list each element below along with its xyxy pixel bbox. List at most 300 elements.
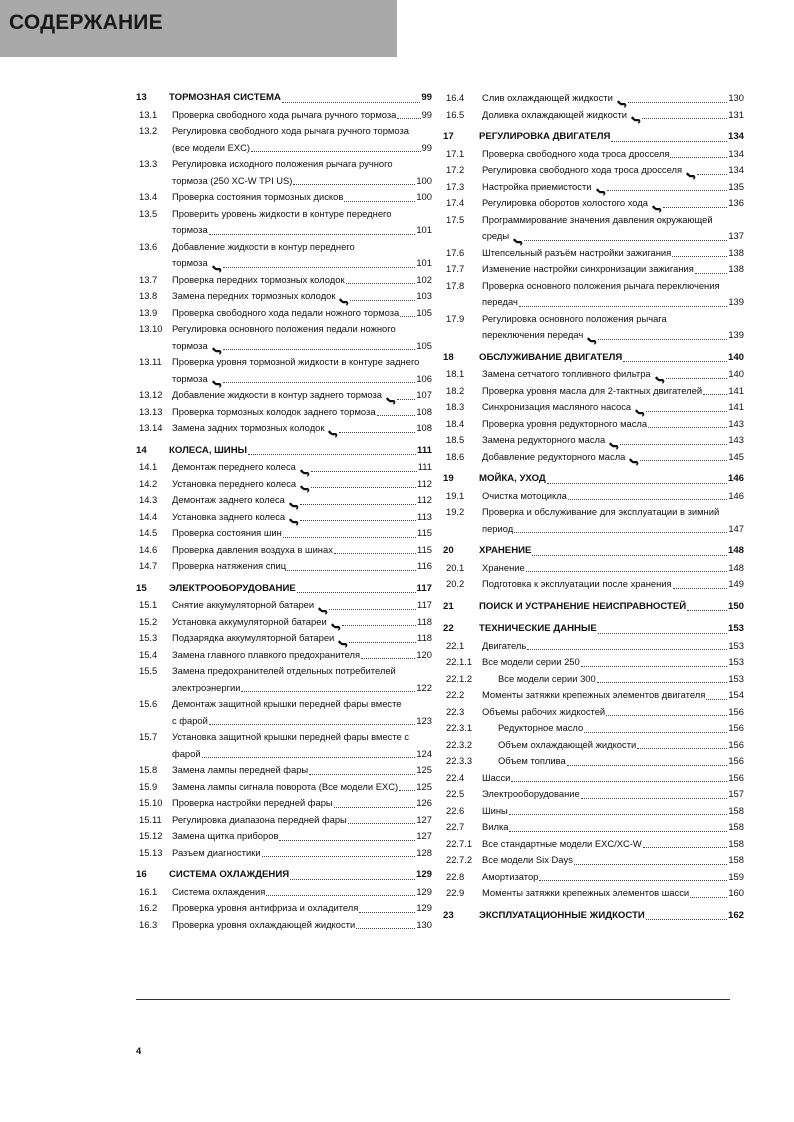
page-ref: 124 bbox=[416, 747, 432, 759]
entry-title-line: Все модели Six Days bbox=[482, 854, 573, 865]
page-ref: 157 bbox=[728, 788, 744, 799]
toc-section-entry[interactable] bbox=[443, 212, 744, 245]
toc-section-entry[interactable] bbox=[443, 179, 744, 196]
dot-leader bbox=[397, 118, 420, 119]
entry-title-line: тормоза bbox=[172, 372, 208, 384]
page-ref: 99 bbox=[421, 141, 432, 153]
toc-section-entry[interactable] bbox=[136, 762, 432, 779]
toc-section-entry[interactable] bbox=[136, 696, 432, 729]
entry-title-line: ЭЛЕКТРООБОРУДОВАНИЕ bbox=[169, 582, 296, 594]
page-ref: 101 bbox=[416, 224, 432, 235]
page-ref: 159 bbox=[728, 870, 744, 882]
dot-leader bbox=[597, 682, 728, 683]
page-ref: 160 bbox=[728, 887, 744, 898]
entry-number: 21 bbox=[443, 600, 454, 612]
dot-leader bbox=[346, 283, 416, 284]
page-ref: 123 bbox=[416, 714, 432, 726]
toc-section-entry[interactable] bbox=[136, 597, 432, 614]
toc-section-entry[interactable] bbox=[136, 123, 432, 156]
page-ref: 134 bbox=[728, 147, 744, 159]
dot-leader bbox=[568, 499, 727, 500]
entry-title-line: ТОРМОЗНАЯ СИСТЕМА bbox=[169, 92, 281, 103]
toc-section-entry[interactable] bbox=[443, 488, 744, 505]
wrench-icon bbox=[628, 456, 639, 465]
dot-leader bbox=[703, 394, 727, 395]
entry-number: 15.5 bbox=[139, 665, 158, 676]
page-ref: 106 bbox=[416, 372, 432, 384]
toc-chapter-entry[interactable] bbox=[443, 621, 744, 638]
page-ref: 100 bbox=[416, 174, 432, 186]
entry-title bbox=[172, 828, 432, 845]
entry-number: 17.6 bbox=[446, 246, 465, 258]
page-ref: 156 bbox=[728, 738, 744, 750]
entry-title bbox=[479, 129, 744, 146]
entry-number: 17.4 bbox=[446, 197, 465, 208]
dot-leader bbox=[532, 555, 727, 556]
toc-section-entry[interactable] bbox=[136, 525, 432, 542]
entry-title-line: Шасси bbox=[482, 771, 511, 783]
toc-section-entry[interactable] bbox=[136, 288, 432, 305]
wrench-icon bbox=[685, 170, 696, 179]
toc-section-entry[interactable] bbox=[136, 189, 432, 206]
toc-section-entry[interactable] bbox=[136, 107, 432, 124]
toc-section-entry[interactable] bbox=[136, 206, 432, 239]
dot-leader bbox=[377, 415, 416, 416]
entry-title-line: Регулировка основного положения педали ножного bbox=[172, 323, 396, 334]
toc-section-entry[interactable] bbox=[136, 459, 432, 476]
entry-title bbox=[482, 504, 744, 537]
entry-number: 22.3.2 bbox=[446, 738, 473, 750]
entry-number: 17.7 bbox=[446, 263, 465, 274]
page-ref: 112 bbox=[417, 477, 432, 489]
dot-leader bbox=[581, 666, 728, 667]
entry-title bbox=[482, 869, 744, 886]
entry-title-line: Проверка настройки передней фары bbox=[172, 797, 333, 808]
wrench-icon bbox=[634, 407, 645, 416]
toc-chapter-entry[interactable] bbox=[443, 543, 744, 560]
entry-title-line: Разъем диагностики bbox=[172, 846, 261, 858]
page-ref: 102 bbox=[416, 273, 432, 285]
entry-title-line: Замена задних тормозных колодок bbox=[172, 422, 325, 433]
entry-title bbox=[482, 704, 744, 721]
entry-title-line: КОЛЕСА, ШИНЫ bbox=[169, 444, 248, 456]
toc-section-entry[interactable] bbox=[136, 387, 432, 404]
entry-number: 15.6 bbox=[139, 698, 158, 709]
toc-section-entry[interactable] bbox=[443, 146, 744, 163]
dot-leader bbox=[397, 399, 415, 400]
toc-section-entry[interactable] bbox=[443, 770, 744, 787]
entry-title bbox=[172, 420, 432, 437]
entry-title bbox=[169, 867, 432, 884]
page-ref: 122 bbox=[416, 681, 432, 693]
page-ref: 100 bbox=[416, 191, 432, 202]
toc-section-entry[interactable] bbox=[136, 404, 432, 421]
toc-section-entry[interactable] bbox=[443, 278, 744, 311]
page-ref: 139 bbox=[728, 329, 744, 340]
entry-title-line: Хранение bbox=[482, 561, 525, 573]
toc-section-entry[interactable] bbox=[443, 638, 744, 655]
dot-leader bbox=[663, 207, 727, 208]
entry-number: 13.6 bbox=[139, 240, 158, 252]
page-ref: 113 bbox=[417, 510, 432, 522]
dot-leader bbox=[637, 748, 727, 749]
entry-title-line: Проверка и обслуживание для эксплуатации в зимний bbox=[482, 506, 720, 517]
toc-section-entry[interactable] bbox=[443, 560, 744, 577]
entry-number: 14.5 bbox=[139, 527, 158, 538]
toc-chapter-entry[interactable] bbox=[443, 599, 744, 616]
page-ref: 138 bbox=[728, 246, 744, 258]
dot-leader bbox=[672, 256, 727, 257]
entry-number: 22.9 bbox=[446, 887, 465, 898]
page-ref: 158 bbox=[728, 804, 744, 816]
toc-section-entry[interactable] bbox=[136, 558, 432, 575]
toc-section-entry[interactable] bbox=[443, 107, 744, 124]
entry-number: 22.7.1 bbox=[446, 837, 473, 849]
wrench-icon bbox=[586, 335, 597, 344]
wrench-icon bbox=[630, 114, 641, 123]
wrench-icon bbox=[288, 516, 299, 525]
entry-title-line: Регулировка оборотов холостого хода bbox=[482, 197, 648, 208]
toc-section-entry[interactable] bbox=[443, 819, 744, 836]
page-ref: 162 bbox=[727, 909, 744, 921]
dot-leader bbox=[640, 460, 727, 461]
wrench-icon bbox=[512, 236, 523, 245]
toc-section-entry[interactable] bbox=[443, 383, 744, 400]
entry-title bbox=[482, 261, 744, 278]
page-ref: 105 bbox=[416, 306, 432, 318]
toc-section-entry[interactable] bbox=[443, 245, 744, 262]
toc-chapter-entry[interactable] bbox=[443, 350, 744, 367]
toc-section-entry[interactable] bbox=[136, 917, 432, 934]
toc-section-entry[interactable] bbox=[443, 671, 744, 688]
toc-section-entry[interactable] bbox=[443, 852, 744, 869]
toc-section-entry[interactable] bbox=[443, 885, 744, 902]
entry-number: 22.3 bbox=[446, 705, 465, 717]
entry-number: 22.8 bbox=[446, 870, 465, 882]
dot-leader bbox=[524, 240, 727, 241]
page-ref: 149 bbox=[728, 578, 744, 589]
entry-title-line: Объемы рабочих жидкостей bbox=[482, 705, 606, 717]
toc-section-entry[interactable] bbox=[443, 720, 744, 737]
wrench-icon bbox=[616, 98, 627, 107]
entry-number: 17.2 bbox=[446, 164, 465, 175]
entry-number: 16 bbox=[136, 869, 147, 880]
dot-leader bbox=[400, 316, 415, 317]
toc-section-entry[interactable] bbox=[443, 869, 744, 886]
entry-number: 20.2 bbox=[446, 578, 465, 589]
dot-leader bbox=[209, 724, 415, 725]
page-ref: 158 bbox=[728, 837, 744, 849]
toc-section-entry[interactable] bbox=[136, 305, 432, 322]
dot-leader bbox=[297, 592, 416, 593]
entry-title bbox=[172, 542, 432, 559]
entry-title bbox=[172, 614, 432, 631]
page-ref: 111 bbox=[417, 461, 432, 472]
page-number: 4 bbox=[136, 1045, 142, 1056]
entry-title bbox=[482, 278, 744, 311]
toc-section-entry[interactable] bbox=[443, 836, 744, 853]
page-ref: 158 bbox=[728, 854, 744, 865]
entry-title-line: Слив охлаждающей жидкости bbox=[482, 92, 613, 103]
toc-section-entry[interactable] bbox=[443, 311, 744, 344]
entry-title-line: тормоза bbox=[172, 339, 208, 351]
wrench-icon bbox=[337, 638, 348, 647]
entry-title bbox=[172, 206, 432, 239]
entry-title-line: Демонтаж защитной крышки передней фары вместе bbox=[172, 698, 402, 709]
entry-title-line: Регулировка свободного хода троса дросселя bbox=[482, 164, 683, 175]
toc-chapter-entry[interactable] bbox=[443, 908, 744, 925]
dot-leader bbox=[209, 234, 416, 235]
page-ref: 146 bbox=[728, 489, 744, 501]
entry-title-line: Замена лампы передней фары bbox=[172, 764, 309, 775]
page-ref: 153 bbox=[727, 623, 744, 634]
toc-section-entry[interactable] bbox=[136, 354, 432, 387]
toc-section-entry[interactable] bbox=[443, 399, 744, 416]
toc-section-entry[interactable] bbox=[443, 654, 744, 671]
page-ref: 112 bbox=[417, 494, 432, 505]
toc-section-entry[interactable] bbox=[443, 576, 744, 593]
page-ref: 153 bbox=[728, 672, 744, 684]
toc-section-entry[interactable] bbox=[136, 156, 432, 189]
entry-title-line: Регулировка диапазона передней фары bbox=[172, 813, 347, 825]
page-title: СОДЕРЖАНИЕ bbox=[9, 11, 163, 34]
entry-title-line: Проверка свободного хода троса дросселя bbox=[482, 147, 670, 159]
dot-leader bbox=[666, 378, 728, 379]
page-ref: 145 bbox=[728, 450, 744, 462]
toc-section-entry[interactable] bbox=[443, 753, 744, 770]
entry-number: 17.3 bbox=[446, 180, 465, 192]
toc-section-entry[interactable] bbox=[443, 432, 744, 449]
header-band bbox=[0, 0, 397, 57]
toc-section-entry[interactable] bbox=[136, 542, 432, 559]
page-ref: 128 bbox=[416, 846, 432, 858]
dot-leader bbox=[342, 625, 416, 626]
dot-leader bbox=[539, 880, 727, 881]
toc-section-entry[interactable] bbox=[136, 729, 432, 762]
dot-leader bbox=[349, 642, 416, 643]
page-ref: 156 bbox=[728, 705, 744, 717]
toc-section-entry[interactable] bbox=[443, 786, 744, 803]
entry-number: 18.5 bbox=[446, 434, 465, 445]
entry-number: 15.4 bbox=[139, 648, 158, 660]
toc-section-entry[interactable] bbox=[443, 803, 744, 820]
entry-title-line: Проверка основного положения рычага переключения bbox=[482, 279, 720, 291]
entry-title-line: Шины bbox=[482, 804, 508, 816]
toc-section-entry[interactable] bbox=[136, 900, 432, 917]
entry-title bbox=[172, 239, 432, 272]
entry-number: 22.4 bbox=[446, 771, 465, 783]
page-ref: 143 bbox=[728, 417, 744, 429]
toc-section-entry[interactable] bbox=[136, 795, 432, 812]
page-ref: 156 bbox=[728, 755, 744, 766]
entry-title-line: Проверка состояния шин bbox=[172, 527, 282, 538]
entry-title-line: Все стандартные модели EXC/XC-W bbox=[482, 837, 642, 849]
entry-title bbox=[482, 671, 744, 688]
dot-leader bbox=[642, 118, 727, 119]
entry-number: 13.12 bbox=[139, 389, 163, 400]
entry-title bbox=[482, 416, 744, 433]
dot-leader bbox=[300, 520, 416, 521]
toc-chapter-entry[interactable] bbox=[136, 867, 432, 884]
entry-title bbox=[172, 900, 432, 917]
dot-leader bbox=[648, 427, 727, 428]
entry-number: 15.13 bbox=[139, 846, 163, 858]
toc-section-entry[interactable] bbox=[443, 504, 744, 537]
page-ref: 141 bbox=[728, 384, 744, 396]
toc-section-entry[interactable] bbox=[136, 663, 432, 696]
entry-title-line: ПОИСК И УСТРАНЕНИЕ НЕИСПРАВНОСТЕЙ bbox=[479, 600, 687, 612]
toc-chapter-entry[interactable] bbox=[443, 471, 744, 488]
toc-section-entry[interactable] bbox=[136, 272, 432, 289]
toc-chapter-entry[interactable] bbox=[443, 129, 744, 146]
wrench-icon bbox=[299, 483, 310, 492]
entry-number: 14 bbox=[136, 444, 147, 456]
entry-number: 13.11 bbox=[139, 356, 162, 367]
toc-section-entry[interactable] bbox=[136, 845, 432, 862]
entry-title bbox=[482, 560, 744, 577]
entry-number: 17.9 bbox=[446, 312, 465, 324]
toc-chapter-entry[interactable] bbox=[136, 443, 432, 460]
entry-title bbox=[172, 779, 432, 796]
entry-number: 16.5 bbox=[446, 108, 465, 120]
toc-section-entry[interactable] bbox=[443, 687, 744, 704]
entry-title bbox=[482, 852, 744, 869]
page-ref: 141 bbox=[728, 401, 744, 412]
entry-number: 14.7 bbox=[139, 560, 158, 571]
toc-section-entry[interactable] bbox=[136, 476, 432, 493]
entry-title bbox=[482, 687, 744, 704]
toc-section-entry[interactable] bbox=[443, 704, 744, 721]
page-ref: 135 bbox=[728, 180, 744, 192]
toc-section-entry[interactable] bbox=[443, 737, 744, 754]
toc-right-column bbox=[443, 90, 744, 924]
entry-title bbox=[172, 558, 432, 575]
toc-section-entry[interactable] bbox=[136, 239, 432, 272]
entry-title bbox=[172, 525, 432, 542]
toc-section-entry[interactable] bbox=[443, 449, 744, 466]
wrench-icon bbox=[338, 296, 349, 305]
toc-section-entry[interactable] bbox=[443, 366, 744, 383]
dot-leader bbox=[519, 306, 727, 307]
entry-title bbox=[479, 599, 744, 616]
entry-title-line: Проверка уровня тормозной жидкости в контуре заднего bbox=[172, 356, 420, 367]
toc-section-entry[interactable] bbox=[136, 321, 432, 354]
wrench-icon bbox=[608, 440, 619, 449]
entry-title-line: среды bbox=[482, 230, 510, 241]
toc-section-entry[interactable] bbox=[136, 779, 432, 796]
page-ref: 115 bbox=[417, 543, 432, 555]
entry-title-line: Программирование значения давления окружающей bbox=[482, 213, 713, 225]
toc-section-entry[interactable] bbox=[136, 630, 432, 647]
entry-title-line: Все модели серии 300 bbox=[498, 672, 596, 684]
entry-number: 13.1 bbox=[139, 108, 158, 120]
entry-title bbox=[172, 509, 432, 526]
entry-title bbox=[482, 245, 744, 262]
page-ref: 118 bbox=[417, 615, 432, 627]
entry-title-line: передач bbox=[482, 296, 518, 307]
wrench-icon bbox=[651, 203, 662, 212]
toc-section-entry[interactable] bbox=[443, 416, 744, 433]
entry-number: 13.2 bbox=[139, 125, 158, 136]
entry-title bbox=[172, 597, 432, 614]
dot-leader bbox=[567, 765, 728, 766]
entry-title bbox=[482, 107, 744, 124]
entry-title-line: Проверка тормозных колодок заднего тормоза bbox=[172, 405, 376, 417]
entry-title-line: Проверка уровня антифриза и охладителя bbox=[172, 902, 359, 913]
entry-title-line: фарой bbox=[172, 747, 201, 759]
dot-leader bbox=[361, 658, 415, 659]
dot-leader bbox=[309, 774, 415, 775]
dot-leader bbox=[606, 715, 727, 716]
entry-title-line: Проверка уровня редукторного масла bbox=[482, 417, 648, 429]
entry-title bbox=[482, 162, 744, 179]
entry-title bbox=[482, 399, 744, 416]
dot-leader bbox=[282, 102, 420, 103]
page-ref: 156 bbox=[728, 771, 744, 783]
toc-section-entry[interactable] bbox=[136, 647, 432, 664]
toc-section-entry[interactable] bbox=[136, 492, 432, 509]
entry-number: 15.2 bbox=[139, 615, 158, 627]
entry-number: 13.4 bbox=[139, 191, 158, 202]
toc-section-entry[interactable] bbox=[443, 261, 744, 278]
page-ref: 107 bbox=[416, 389, 432, 400]
toc-section-entry[interactable] bbox=[136, 614, 432, 631]
toc-chapter-entry[interactable] bbox=[136, 90, 432, 107]
entry-title bbox=[479, 471, 744, 488]
dot-leader bbox=[511, 781, 727, 782]
toc-section-entry[interactable] bbox=[443, 195, 744, 212]
dot-leader bbox=[223, 382, 416, 383]
entry-number: 18 bbox=[443, 351, 454, 363]
toc-section-entry[interactable] bbox=[443, 90, 744, 107]
toc-section-entry[interactable] bbox=[136, 884, 432, 901]
page-ref: 116 bbox=[417, 560, 432, 571]
entry-title-line: Проверить уровень жидкости в контуре переднего bbox=[172, 207, 392, 219]
toc-section-entry[interactable] bbox=[136, 828, 432, 845]
entry-number: 13.13 bbox=[139, 405, 163, 417]
toc-section-entry[interactable] bbox=[136, 420, 432, 437]
entry-number: 15.1 bbox=[139, 599, 158, 610]
entry-title bbox=[482, 576, 744, 593]
entry-title bbox=[172, 305, 432, 322]
page-ref: 127 bbox=[416, 813, 432, 825]
entry-title-line: Моменты затяжки крепежных элементов двигателя bbox=[482, 689, 706, 700]
page-ref: 154 bbox=[728, 689, 744, 700]
entry-title bbox=[172, 884, 432, 901]
entry-number: 13.3 bbox=[139, 158, 158, 169]
entry-number: 13.9 bbox=[139, 306, 158, 318]
page-ref: 129 bbox=[416, 885, 432, 897]
toc-section-entry[interactable] bbox=[136, 509, 432, 526]
entry-title-line: Объем топлива bbox=[498, 755, 566, 766]
entry-title-line: Моменты затяжки крепежных элементов шасси bbox=[482, 887, 690, 898]
page-ref: 148 bbox=[727, 545, 744, 556]
wrench-icon bbox=[288, 500, 299, 509]
page-ref: 103 bbox=[416, 290, 432, 301]
toc-chapter-entry[interactable] bbox=[136, 581, 432, 598]
entry-title bbox=[482, 803, 744, 820]
entry-title bbox=[479, 350, 744, 367]
wrench-icon bbox=[211, 345, 222, 354]
entry-title-line: Настройка приемистости bbox=[482, 180, 592, 192]
dot-leader bbox=[509, 814, 728, 815]
toc-section-entry[interactable] bbox=[443, 162, 744, 179]
entry-number: 13.5 bbox=[139, 207, 158, 219]
entry-title-line: Подготовка к эксплуатации после хранения bbox=[482, 578, 672, 589]
toc-section-entry[interactable] bbox=[136, 812, 432, 829]
dot-leader bbox=[673, 588, 728, 589]
entry-title bbox=[172, 288, 432, 305]
